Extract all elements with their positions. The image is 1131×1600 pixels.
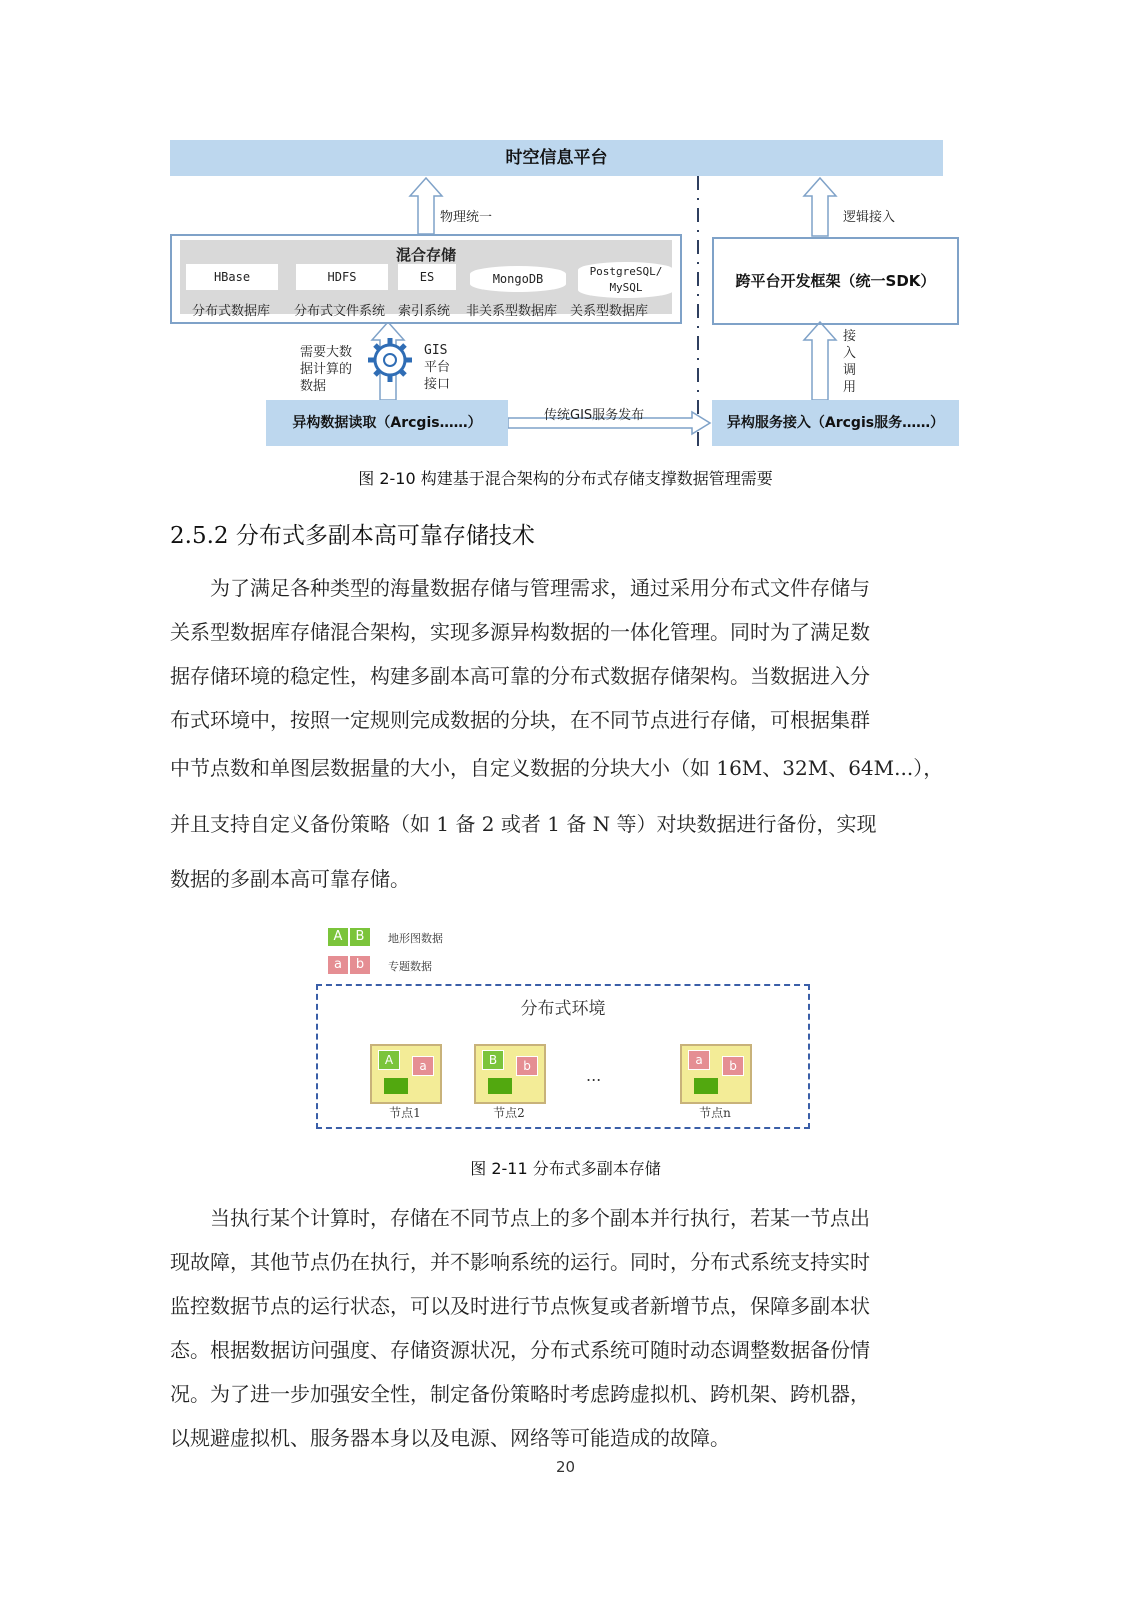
para2-line: 监控数据节点的运行状态，可以及时进行节点恢复或者新增节点，保障多副本状 — [170, 1294, 870, 1318]
label-distributed-db: 分布式数据库 — [192, 304, 271, 319]
env-title: 分布式环境 — [520, 999, 606, 1019]
noden-block-extra — [694, 1078, 718, 1094]
node2-block-lower: b — [516, 1056, 538, 1076]
sdk-framework-box: 跨平台开发框架（统一SDK） — [712, 237, 959, 325]
db-hdfs: HDFS — [296, 264, 388, 290]
gear-icon — [368, 338, 412, 382]
label-distributed-fs: 分布式文件系统 — [294, 304, 386, 319]
db-es: ES — [398, 264, 456, 290]
node2-block-upper: B — [482, 1050, 504, 1070]
label-nosql: 非关系型数据库 — [466, 304, 558, 319]
big-data-note: 需要大数 据计算的 数据 — [300, 345, 353, 394]
para2-line: 态。根据数据访问强度、存储资源状况，分布式系统可随时动态调整数据备份情 — [170, 1338, 870, 1362]
legend-thematic-label: 专题数据 — [388, 960, 432, 973]
para1-line: 布式环境中，按照一定规则完成数据的分块，在不同节点进行存储，可根据集群 — [170, 708, 870, 732]
para2-line: 当执行某个计算时，存储在不同节点上的多个副本并行执行，若某一节点出 — [210, 1206, 870, 1230]
label-index-system: 索引系统 — [398, 304, 451, 319]
label-relational: 关系型数据库 — [570, 304, 649, 319]
node1-block-extra — [384, 1078, 408, 1094]
db-postgresql-mysql: PostgreSQL/ MySQL — [578, 262, 674, 298]
figure1-connectors — [0, 0, 1131, 460]
db-mongodb: MongoDB — [470, 266, 566, 292]
hetero-data-read-box: 异构数据读取（Arcgis……） — [266, 400, 508, 446]
up-arrow-access-icon — [804, 322, 836, 400]
legend-a-upper: A — [328, 928, 348, 946]
para1-line: 中节点数和单图层数据量的大小，自定义数据的分块大小（如 16M、32M、64M...）， — [170, 756, 944, 780]
legend-terrain-label: 地形图数据 — [388, 932, 443, 945]
para2-line: 以规避虚拟机、服务器本身以及电源、网络等可能造成的故障。 — [170, 1426, 730, 1450]
node1-block-upper: A — [378, 1050, 400, 1070]
para1-line: 为了满足各种类型的海量数据存储与管理需求，通过采用分布式文件存储与 — [210, 576, 870, 600]
node1-label: 节点1 — [389, 1106, 421, 1120]
node2-label: 节点2 — [493, 1106, 525, 1120]
noden-block-upper: a — [688, 1050, 710, 1070]
noden-block-lower: b — [722, 1056, 744, 1076]
figure1-caption: 图 2-10 构建基于混合架构的分布式存储支撑数据管理需要 — [358, 469, 773, 488]
para2-line: 况。为了进一步加强安全性，制定备份策略时考虑跨虚拟机、跨机架、跨机器， — [170, 1382, 870, 1406]
node2-block-extra — [488, 1078, 512, 1094]
page-number: 20 — [555, 1458, 576, 1476]
mixed-storage-title: 混合存储 — [395, 246, 456, 264]
para1-line: 据存储环境的稳定性，构建多副本高可靠的分布式数据存储架构。当数据进入分 — [170, 664, 870, 688]
nodes-ellipsis: ... — [586, 1066, 602, 1085]
legend-b-upper: B — [350, 928, 370, 946]
physical-unify-label: 物理统一 — [440, 210, 493, 225]
gis-publish-label: 传统GIS服务发布 — [544, 408, 645, 423]
access-call-note: 接 入 调 用 — [843, 329, 857, 395]
para1-line: 数据的多副本高可靠存储。 — [170, 867, 410, 891]
noden-label: 节点n — [699, 1106, 731, 1120]
paragraph-2 — [170, 1196, 960, 1460]
db-hbase: HBase — [186, 264, 278, 290]
section-heading: 2.5.2 分布式多副本高可靠存储技术 — [170, 523, 535, 549]
legend-b-lower: b — [350, 956, 370, 974]
gis-interface-note: GIS 平台 接口 — [424, 343, 451, 392]
logical-access-label: 逻辑接入 — [843, 210, 896, 225]
up-arrow-logical-icon — [804, 178, 836, 236]
paragraph-1 — [170, 566, 960, 904]
up-arrow-physical-icon — [410, 178, 442, 234]
para1-line: 关系型数据库存储混合架构，实现多源异构数据的一体化管理。同时为了满足数 — [170, 620, 870, 644]
node1-block-lower: a — [412, 1056, 434, 1076]
para2-line: 现故障，其他节点仍在执行，并不影响系统的运行。同时，分布式系统支持实时 — [170, 1250, 870, 1274]
para1-line: 并且支持自定义备份策略（如 1 备 2 或者 1 备 N 等）对块数据进行备份，实现 — [170, 812, 877, 836]
figure2-caption: 图 2-11 分布式多副本存储 — [470, 1159, 661, 1178]
legend-a-lower: a — [328, 956, 348, 974]
spatiotemporal-platform-box: 时空信息平台 — [170, 140, 943, 176]
hetero-service-box: 异构服务接入（Arcgis服务……） — [712, 400, 959, 446]
